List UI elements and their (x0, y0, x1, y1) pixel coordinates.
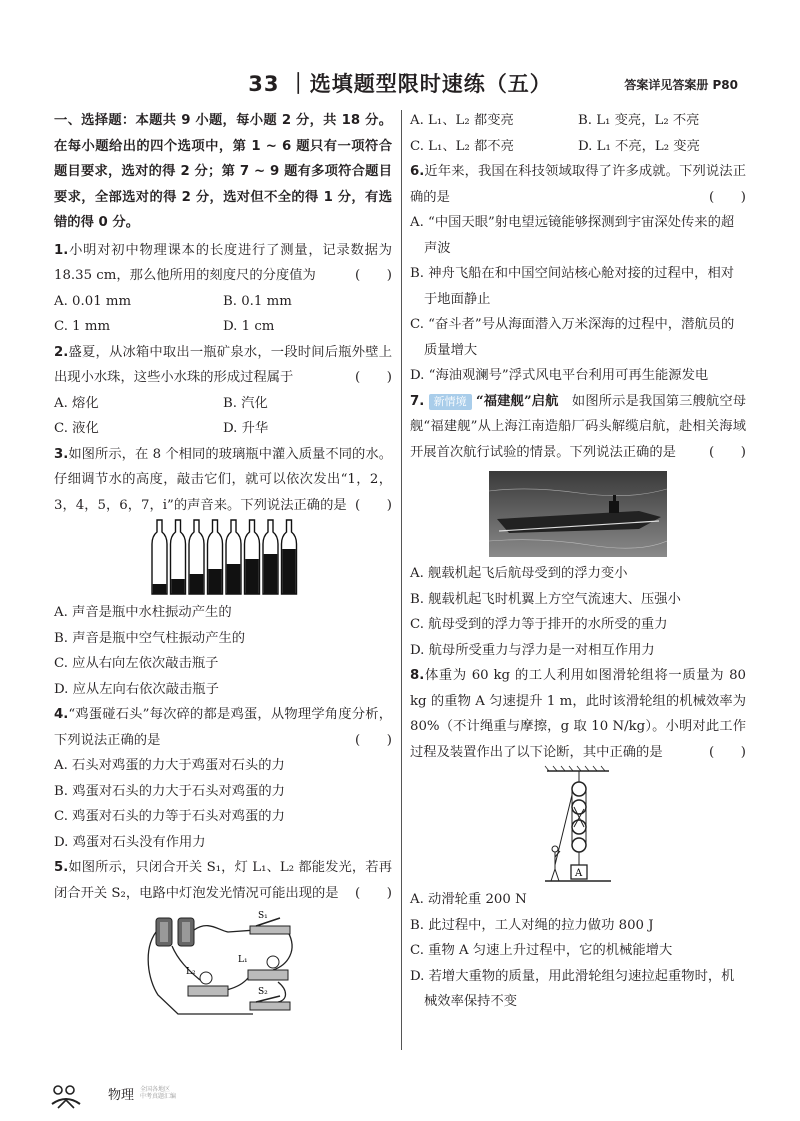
q2-option-a[interactable]: A. 熔化 (54, 395, 99, 411)
q1-option-b[interactable]: B. 0.1 mm (223, 293, 292, 309)
q6-option-b[interactable]: B. 神舟飞船在和中国空间站核心舱对接的过程中，相对于地面静止 (410, 266, 735, 307)
q2-option-c[interactable]: C. 液化 (54, 421, 99, 436)
water-4 (208, 569, 222, 594)
question-5: 5.如图所示，只闭合开关 S₁，灯 L₁、L₂ 都能发光，若再闭合开关 S₂，电路中灯泡发光情况可能出现的是 ( ) S₁ L₁ L₂ S₂ (54, 855, 392, 1022)
switch-s2 (250, 1002, 290, 1010)
q7-title: “福建舰”启航 (476, 393, 559, 409)
moving-pulley-2 (572, 838, 586, 852)
question-2: 2.盛夏，从冰箱中取出一瓶矿泉水，一段时间后瓶外壁上出现小水珠，这些小水珠的形成过程属于 ( ) A. 熔化 B. 汽化 C. 液化 D. 升华 (54, 340, 392, 442)
q2-option-b[interactable]: B. 汽化 (223, 395, 268, 411)
lamp-l2 (188, 986, 228, 996)
q7-option-c[interactable]: C. 航母受到的浮力等于排开的水所受的重力 (410, 617, 668, 632)
q4-stem: “鸡蛋碰石头”每次碎的都是鸡蛋，从物理学角度分析，下列说法正确的是 (54, 707, 392, 748)
bottle-8 (282, 520, 297, 594)
q1-option-c[interactable]: C. 1 mm (54, 319, 111, 334)
circuit-figure (54, 910, 392, 1022)
q8-option-d[interactable]: D. 若增大重物的质量，用此滑轮组匀速拉起重物时，机械效率保持不变 (410, 968, 735, 1009)
worker (552, 846, 558, 852)
answer-note: 答案详见答案册 P80 (624, 78, 738, 92)
section-intro: 一、选择题：本题共 9 小题，每小题 2 分，共 18 分。在每小题给出的四个选项中，第 1 ~ 6 题只有一项符合题目要求，选对的得 2 分；第 7 ~ 9 题有多项符合题目要求，全部选对的得 2 分，选对但不全的得 1 分，有选错的得 0 分。 (54, 113, 392, 230)
water-2 (171, 579, 185, 594)
q5-options (410, 108, 746, 159)
right-column (410, 108, 746, 1015)
q3-option-d[interactable]: D. 应从左向右依次敲击瓶子 (54, 681, 219, 697)
question-8: 8.体重为 60 kg 的工人利用如图滑轮组将一质量为 80 kg 的重物 A 匀速提升 1 m，此时该滑轮组的机械效率为 80%（不计绳重与摩擦，g 取 10 N/kg）。小明对此工作过程及装置作出了以下论断，其中正确的是 ( ) A A. 动滑轮重 200 N B. 此过程中，工人对绳的拉力做功 800 J C. 重物 A 匀速上升过程中，它的机械能增大 D. 若增大重物的质量，用此滑轮组匀速拉起重物时，机械效率保持不变 (410, 663, 746, 1015)
bottle-6 (245, 520, 260, 594)
weight-label: A (575, 868, 583, 879)
q8-stem: 体重为 60 kg 的工人利用如图滑轮组将一质量为 80 kg 的重物 A 匀速提升 1 m，此时该滑轮组的机械效率为 80%（不计绳重与摩擦，g 取 10 N/kg）。小明对此工作过程及装置作出了以下论断，其中正确的是 (410, 668, 746, 760)
q4-option-c[interactable]: C. 鸡蛋对石头的力等于石头对鸡蛋的力 (54, 809, 285, 824)
q5-option-b[interactable]: B. L₁ 变亮，L₂ 不亮 (578, 113, 700, 128)
q2-option-d[interactable]: D. 升华 (223, 421, 269, 436)
footer-subject: 物理 (108, 1088, 135, 1103)
q3-option-b[interactable]: B. 声音是瓶中空气柱振动产生的 (54, 630, 246, 646)
new-context-badge: 新情境 (429, 394, 472, 410)
pulley-figure (410, 765, 746, 887)
q2-stem: 盛夏，从冰箱中取出一瓶矿泉水，一段时间后瓶外壁上出现小水珠，这些小水珠的形成过程属于 (54, 344, 392, 385)
q3-option-c[interactable]: C. 应从右向左依次敲击瓶子 (54, 656, 219, 671)
q5-option-c[interactable]: C. L₁、L₂ 都不亮 (410, 138, 514, 154)
question-1: 1.小明对初中物理课本的长度进行了测量，记录数据为 18.35 cm，那么他所用的刻度尺的分度值为 ( ) A. 0.01 mm B. 0.1 mm C. 1 mm D. 1 cm (54, 238, 392, 340)
lamp-l1 (248, 970, 288, 980)
q1-option-d[interactable]: D. 1 cm (223, 319, 275, 334)
bottle-2 (171, 520, 186, 594)
bottles-figure (54, 518, 392, 600)
water-5 (227, 564, 241, 594)
q4-option-d[interactable]: D. 鸡蛋对石头没有作用力 (54, 834, 206, 850)
q4-option-b[interactable]: B. 鸡蛋对石头的力大于石头对鸡蛋的力 (54, 783, 285, 799)
q7-option-d[interactable]: D. 航母所受重力与浮力是一对相互作用力 (410, 642, 655, 658)
q7-option-b[interactable]: B. 舰载机起飞时机翼上方空气流速大、压强小 (410, 591, 681, 607)
label-s2: S₂ (258, 987, 268, 997)
carrier-photo (410, 471, 746, 557)
footer-small-text: 全国各地区 中考真题汇编 (140, 1086, 177, 1100)
water-8 (282, 549, 296, 594)
bottle-3 (189, 520, 204, 594)
fixed-pulley-1 (572, 782, 586, 796)
label-s1: S₁ (258, 911, 268, 921)
q3-stem: 如图所示，在 8 个相同的玻璃瓶中灌入质量不同的水。仔细调节水的高度，敲击它们，就可以依次发出“1，2，3，4，5，6，7，i̇”的声音来。下列说法正确的是 (54, 446, 392, 513)
q5-stem: 如图所示，只闭合开关 S₁，灯 L₁、L₂ 都能发光，若再闭合开关 S₂，电路中灯泡发光情况可能出现的是 (54, 860, 392, 901)
water-3 (190, 574, 204, 594)
q6-stem: 近年来，我国在科技领域取得了许多成就。下列说法正确的是 (410, 164, 746, 205)
question-4: 4.“鸡蛋碰石头”每次碎的都是鸡蛋，从物理学角度分析，下列说法正确的是 ( ) A. 石头对鸡蛋的力大于鸡蛋对石头的力 B. 鸡蛋对石头的力大于石头对鸡蛋的力 C. 鸡蛋对石头的力等于石头对鸡蛋的力 D. 鸡蛋对石头没有作用力 (54, 702, 392, 855)
label-l1: L₁ (238, 955, 248, 965)
q8-option-b[interactable]: B. 此过程中，工人对绳的拉力做功 800 J (410, 917, 654, 933)
q6-option-c[interactable]: C. “奋斗者”号从海面潜入万米深海的过程中，潜航员的质量增大 (410, 317, 735, 358)
page-title: 33 ｜选填题型限时速练（五） (248, 72, 552, 96)
q6-option-a[interactable]: A. “中国天眼”射电望远镜能够探测到宇宙深处传来的超声波 (410, 215, 735, 256)
q5-option-a[interactable]: A. L₁、L₂ 都变亮 (410, 113, 514, 128)
q8-option-a[interactable]: A. 动滑轮重 200 N (410, 892, 527, 907)
q1-stem: 小明对初中物理课本的长度进行了测量，记录数据为 18.35 cm，那么他所用的刻度尺的分度值为 (54, 242, 392, 283)
q3-option-a[interactable]: A. 声音是瓶中水柱振动产生的 (54, 605, 232, 620)
q8-option-c[interactable]: C. 重物 A 匀速上升过程中，它的机械能增大 (410, 943, 673, 958)
water-6 (245, 559, 259, 594)
q6-option-d[interactable]: D. “海油观澜号”浮式风电平台利用可再生能源发电 (410, 368, 709, 383)
left-column (54, 108, 392, 1022)
q5-option-d[interactable]: D. L₁ 不亮，L₂ 变亮 (578, 138, 700, 154)
water-1 (153, 584, 167, 594)
q7-option-a[interactable]: A. 舰载机起飞后航母受到的浮力变小 (410, 566, 628, 581)
bottle-1 (152, 520, 167, 594)
bottle-4 (208, 520, 223, 594)
q4-option-a[interactable]: A. 石头对鸡蛋的力大于鸡蛋对石头的力 (54, 758, 285, 773)
publisher-logo-icon (48, 1082, 84, 1110)
question-7: 7. 新情境 “福建舰”启航 如图所示是我国第三艘航空母舰“福建舰”从上海江南造船厂码头解缆启航，赴相关海域开展首次航行试验的情景。下列说法正确的是 ( ) A. 舰载机起飞后航母受到的浮力变小 B. 舰载机起飞时机翼上方空气流速大、压强小 C. 航母受到的浮力等于排开的水所受的重力 D. 航母所受重力与浮力是一对相互作用力 (410, 389, 746, 664)
label-l2: L₂ (186, 967, 196, 977)
question-3: 3.如图所示，在 8 个相同的玻璃瓶中灌入质量不同的水。仔细调节水的高度，敲击它们，就可以依次发出“1，2，3，4，5，6，7，i̇”的声音来。下列说法正确的是 ( ) A. 声音是瓶中水柱振动产生的 B. 声音是瓶中空气柱振动产生的 C. 应从右向左依次敲击瓶子 D. 应从左向右依次敲击瓶子 (54, 442, 392, 703)
column-divider (401, 110, 402, 1050)
q7-stem: 如图所示是我国第三艘航空母舰“福建舰”从上海江南造船厂码头解缆启航，赴相关海域开展首次航行试验的情景。下列说法正确的是 (410, 393, 747, 460)
bottle-5 (226, 520, 241, 594)
bottle-7 (263, 520, 278, 594)
water-7 (264, 554, 278, 594)
switch-s1 (250, 926, 290, 934)
q1-option-a[interactable]: A. 0.01 mm (54, 293, 132, 309)
question-6: 6.近年来，我国在科技领域取得了许多成就。下列说法正确的是 ( ) A. “中国天眼”射电望远镜能够探测到宇宙深处传来的超声波 B. 神舟飞船在和中国空间站核心舱对接的过程中，相对于地面静止 C. “奋斗者”号从海面潜入万米深海的过程中，潜航员的质量增大 D. “海油观澜号”浮式风电平台利用可再生能源发电 (410, 159, 746, 389)
